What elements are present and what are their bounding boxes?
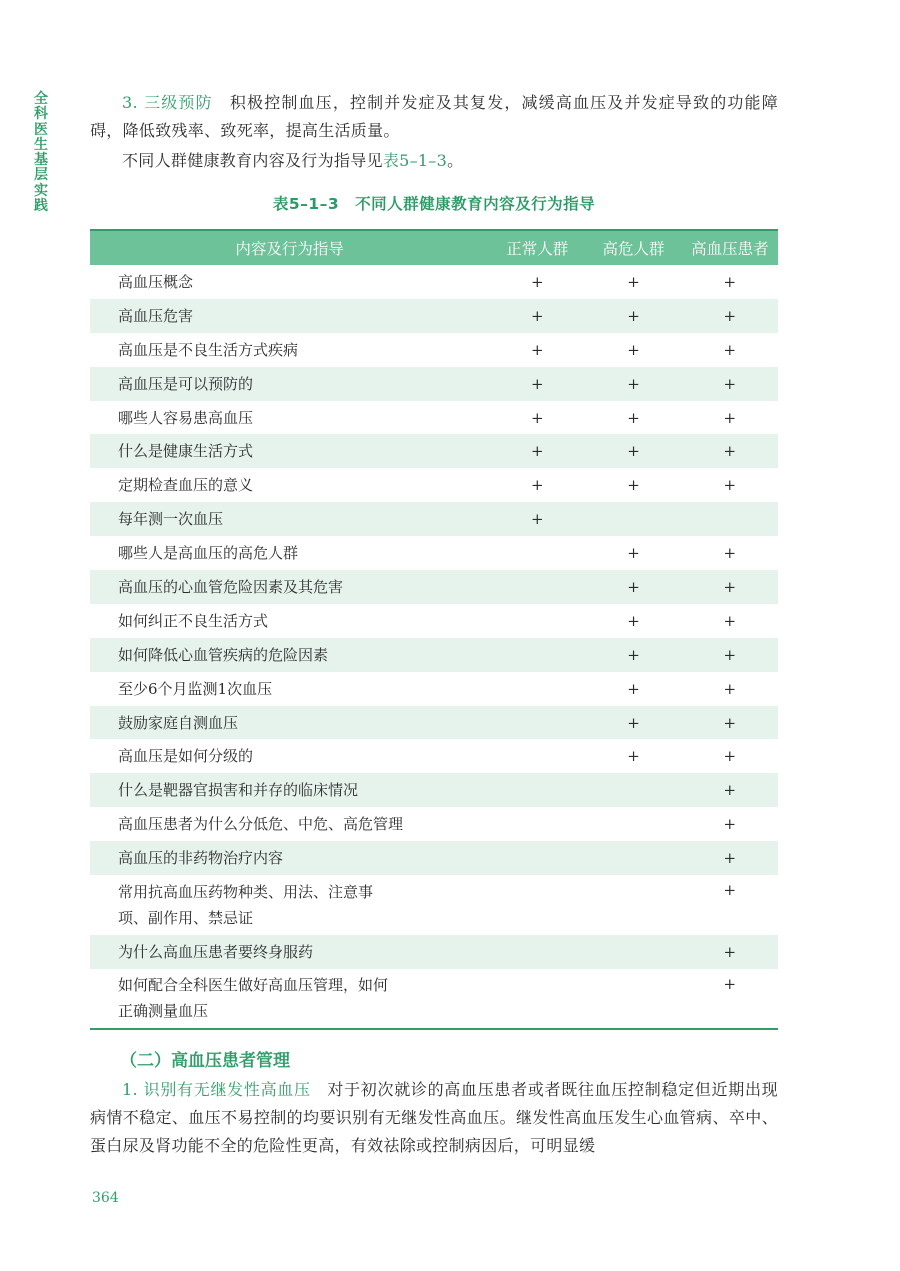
table-row [90, 841, 778, 875]
table-row [90, 875, 778, 935]
row-mark [489, 739, 585, 773]
row-item-label: 什么是靶器官损害和并存的临床情况 [118, 781, 359, 800]
table-reference [90, 147, 778, 175]
row-mark: + [627, 408, 640, 427]
row-mark: + [627, 645, 640, 664]
ref-suffix: 。 [447, 151, 464, 170]
row-mark: + [682, 969, 778, 1029]
table-row [90, 367, 778, 401]
table-body [90, 265, 778, 1029]
row-mark: + [723, 442, 737, 461]
row-mark: + [531, 272, 544, 291]
row-item-label: 常用抗高血压药物种类、用法、注意事项、副作用、禁忌证 [118, 883, 374, 928]
row-mark [489, 969, 585, 1029]
row-item-label: 如何配合全科医生做好高血压管理，如何正确测量血压 [90, 969, 489, 1029]
row-mark [489, 807, 585, 841]
header-content: 内容及行为指导 [90, 230, 489, 265]
table-row [90, 706, 778, 740]
row-mark: + [723, 340, 737, 359]
row-mark: + [723, 476, 737, 495]
table-row [90, 604, 778, 638]
row-item-label: 哪些人容易患高血压 [118, 408, 254, 427]
row-mark [489, 570, 585, 604]
row-mark [585, 935, 681, 969]
row-mark: + [627, 679, 640, 698]
table-row [90, 502, 778, 536]
table-row [90, 570, 778, 604]
table-header-row [90, 230, 778, 265]
row-item-label: 每年测一次血压 [118, 510, 224, 529]
header-high-risk: 高危人群 [585, 230, 681, 265]
ref-prefix: 不同人群健康教育内容及行为指导见 [122, 151, 383, 170]
header-patients: 高血压患者 [682, 230, 778, 265]
row-mark: + [723, 306, 737, 325]
table-row [90, 468, 778, 502]
intro-text: 积极控制血压，控制并发症及其复发，减缓高血压及并发症导致的功能障碍，降低致残率、致死率，提高生活质量。 [90, 93, 778, 140]
row-item-label: 高血压概念 [118, 272, 194, 291]
row-item-label: 至少6个月监测1次血压 [118, 679, 273, 698]
row-mark: + [627, 476, 640, 495]
row-mark: + [723, 645, 737, 664]
row-mark: + [531, 442, 544, 461]
row-mark: + [627, 577, 640, 596]
row-mark [489, 604, 585, 638]
table-row [90, 773, 778, 807]
row-item-label: 高血压是不良生活方式疾病 [118, 340, 299, 359]
row-mark [489, 935, 585, 969]
section-text: 对于初次就诊的高血压患者或者既往血压控制稳定但近期出现病情不稳定、血压不易控制的均要识别有无继发性高血压。继发性高血压发生心血管病、卒中、蛋白尿及肾功能不全的危险性更高，有效祛除或控制病因后，可明显缓 [90, 1080, 778, 1155]
row-mark: + [723, 881, 737, 900]
row-mark: + [723, 544, 737, 563]
row-mark: + [723, 815, 737, 834]
table-row [90, 299, 778, 333]
row-mark: + [531, 340, 544, 359]
table-caption: 表5–1–3 不同人群健康教育内容及行为指导 [272, 195, 596, 213]
table-row [90, 536, 778, 570]
row-item-label: 高血压是可以预防的 [118, 374, 254, 393]
row-mark [489, 536, 585, 570]
table-row [90, 969, 778, 1029]
row-item-label: 什么是健康生活方式 [118, 442, 254, 461]
table-row [90, 401, 778, 435]
page-number: 364 [92, 1190, 119, 1206]
row-mark: + [627, 272, 640, 291]
section-heading: （二）高血压患者管理 [120, 1051, 290, 1071]
row-mark [585, 841, 681, 875]
row-mark: + [531, 306, 544, 325]
row-mark: + [531, 408, 544, 427]
table-row [90, 807, 778, 841]
row-mark [585, 773, 681, 807]
row-mark [489, 672, 585, 706]
table-row [90, 434, 778, 468]
row-mark [585, 807, 681, 841]
table-row [90, 333, 778, 367]
row-mark [489, 638, 585, 672]
row-mark [585, 502, 681, 536]
row-item-label: 高血压危害 [118, 306, 194, 325]
intro-label: 3. 三级预防 [122, 93, 213, 112]
row-mark: + [723, 577, 737, 596]
row-item-label: 为什么高血压患者要终身服药 [118, 942, 314, 961]
row-item-label: 如何纠正不良生活方式 [118, 611, 269, 630]
row-mark [585, 875, 681, 935]
row-mark: + [723, 374, 737, 393]
row-mark [585, 969, 681, 1029]
row-item-label: 高血压的非药物治疗内容 [118, 849, 284, 868]
row-mark [489, 875, 585, 935]
row-mark: + [723, 408, 737, 427]
row-mark: + [627, 544, 640, 563]
row-mark: + [723, 679, 737, 698]
row-mark [489, 841, 585, 875]
row-item-label: 如何降低心血管疾病的危险因素 [118, 645, 329, 664]
row-mark: + [723, 272, 737, 291]
intro-paragraph [90, 89, 778, 145]
row-mark [682, 502, 778, 536]
table-row [90, 739, 778, 773]
row-mark [489, 706, 585, 740]
row-item-label: 定期检查血压的意义 [118, 476, 254, 495]
row-mark: + [723, 942, 737, 961]
table-ref-link[interactable]: 表5–1–3 [382, 151, 448, 170]
table-row [90, 672, 778, 706]
row-item-label: 哪些人是高血压的高危人群 [118, 544, 299, 563]
section-label: 1. 识别有无继发性高血压 [122, 1080, 311, 1099]
header-normal: 正常人群 [489, 230, 585, 265]
row-item-label: 高血压是如何分级的 [118, 747, 254, 766]
row-mark: + [723, 713, 737, 732]
row-item-label: 鼓励家庭自测血压 [118, 713, 239, 732]
row-mark: + [723, 849, 737, 868]
row-mark: + [531, 510, 544, 529]
row-mark: + [627, 340, 640, 359]
row-item-label: 高血压患者为什么分低危、中危、高危管理 [118, 815, 404, 834]
section-paragraph [90, 1076, 778, 1160]
side-title: 全科医生基层实践 [34, 91, 48, 215]
row-mark: + [627, 747, 640, 766]
table-row [90, 935, 778, 969]
row-mark: + [723, 747, 737, 766]
row-mark: + [627, 611, 640, 630]
row-mark [489, 773, 585, 807]
row-mark: + [627, 374, 640, 393]
row-mark: + [723, 611, 737, 630]
row-mark: + [627, 442, 640, 461]
row-mark: + [531, 476, 544, 495]
guidance-table [90, 229, 778, 1030]
row-mark: + [531, 374, 544, 393]
table-row [90, 265, 778, 299]
row-mark: + [627, 713, 640, 732]
table-row [90, 638, 778, 672]
row-mark: + [627, 306, 640, 325]
row-item-label: 高血压的心血管危险因素及其危害 [118, 577, 344, 596]
row-mark: + [723, 781, 737, 800]
